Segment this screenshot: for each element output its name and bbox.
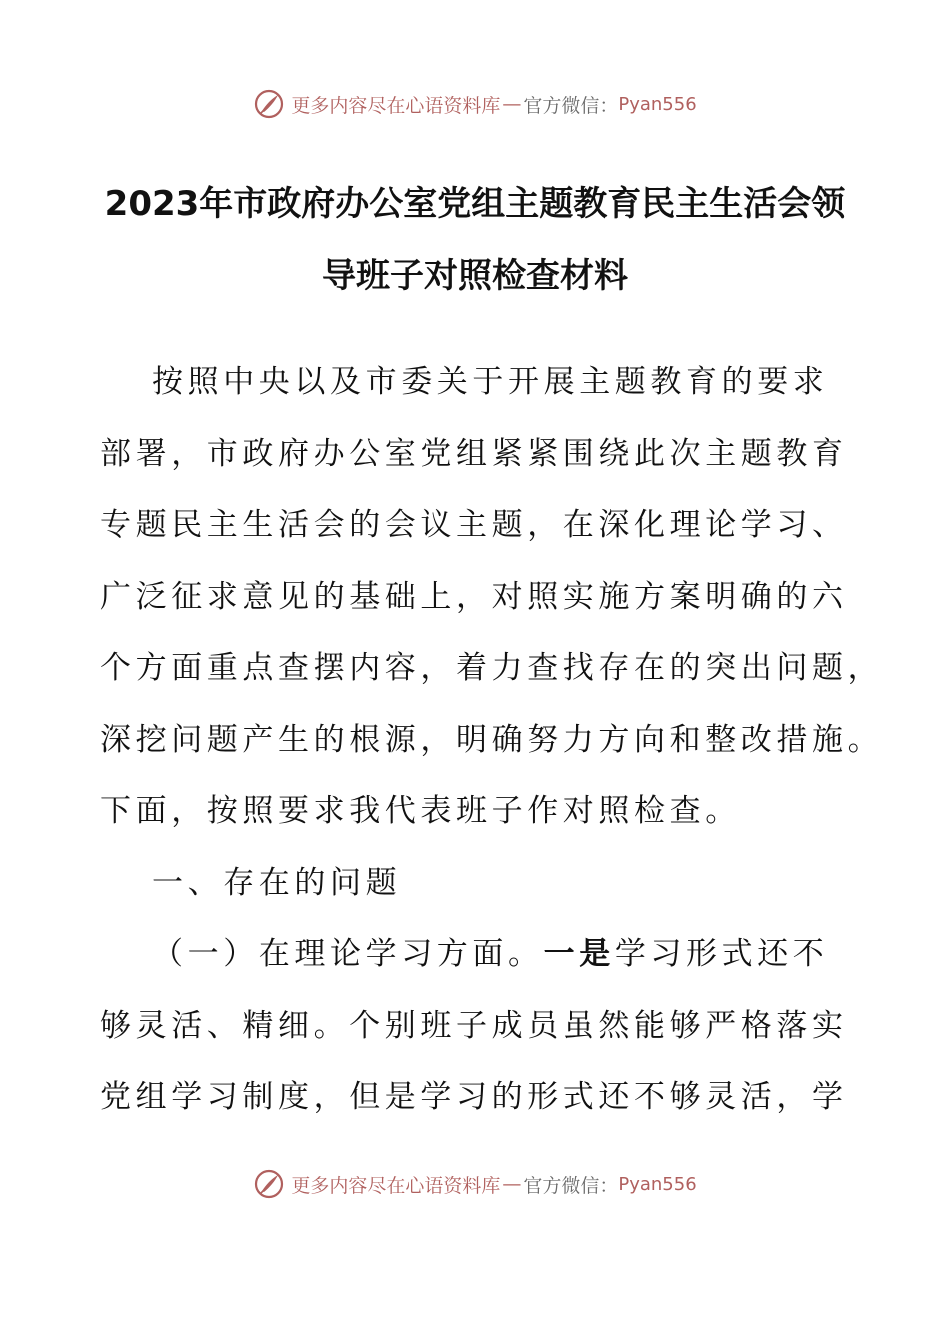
body-line: 党组学习制度，但是学习的形式还不够灵活，学 [100, 1079, 848, 1115]
quill-logo-icon [253, 1168, 285, 1200]
watermark-wechat-label: 官方微信： [523, 1174, 619, 1197]
watermark-wechat-id: Pyan556 [618, 93, 697, 115]
section-heading: 一、存在的问题 [152, 864, 402, 901]
watermark-header [0, 84, 950, 124]
subsection-rest: 学习形式还不 [614, 936, 829, 972]
body-line: 下面，按照要求我代表班子作对照检查。 [100, 793, 741, 829]
watermark-footer [0, 1164, 950, 1204]
body-line: 部署，市政府办公室党组紧紧围绕此次主题教育 [100, 435, 848, 472]
watermark-wechat-id: Pyan556 [618, 1173, 697, 1195]
watermark-site-text: 更多内容尽在心语资料库 [291, 1174, 501, 1197]
title-line-2: 导班子对照检查材料 [322, 256, 628, 296]
body-line: 深挖问题产生的根源，明确努力方向和整改措施。 [100, 721, 884, 758]
subsection-line [100, 919, 860, 991]
watermark-site-text: 更多内容尽在心语资料库 [291, 94, 501, 117]
subsection-prefix: （一）在理论学习方面。 [152, 936, 544, 972]
title-line-1: 2023年市政府办公室党组主题教育民主生活会领 [104, 184, 846, 224]
body-line: 个方面重点查摆内容，着力查找存在的突出问题， [100, 650, 884, 686]
quill-logo-icon [253, 88, 285, 120]
watermark-dash: — [502, 1173, 522, 1195]
watermark-wechat-label: 官方微信： [523, 94, 619, 117]
subsection-bold-term: 一是 [543, 936, 615, 972]
body-line: 广泛征求意见的基础上，对照实施方案明确的六 [100, 578, 848, 615]
body-line: 按照中央以及市委关于开展主题教育的要求 [152, 364, 829, 400]
document-title [60, 168, 890, 312]
document-body [100, 347, 884, 1134]
body-line: 专题民主生活会的会议主题，在深化理论学习、 [100, 507, 848, 543]
watermark-dash: — [502, 93, 522, 115]
body-line: 够灵活、精细。个别班子成员虽然能够严格落实 [100, 1007, 848, 1044]
